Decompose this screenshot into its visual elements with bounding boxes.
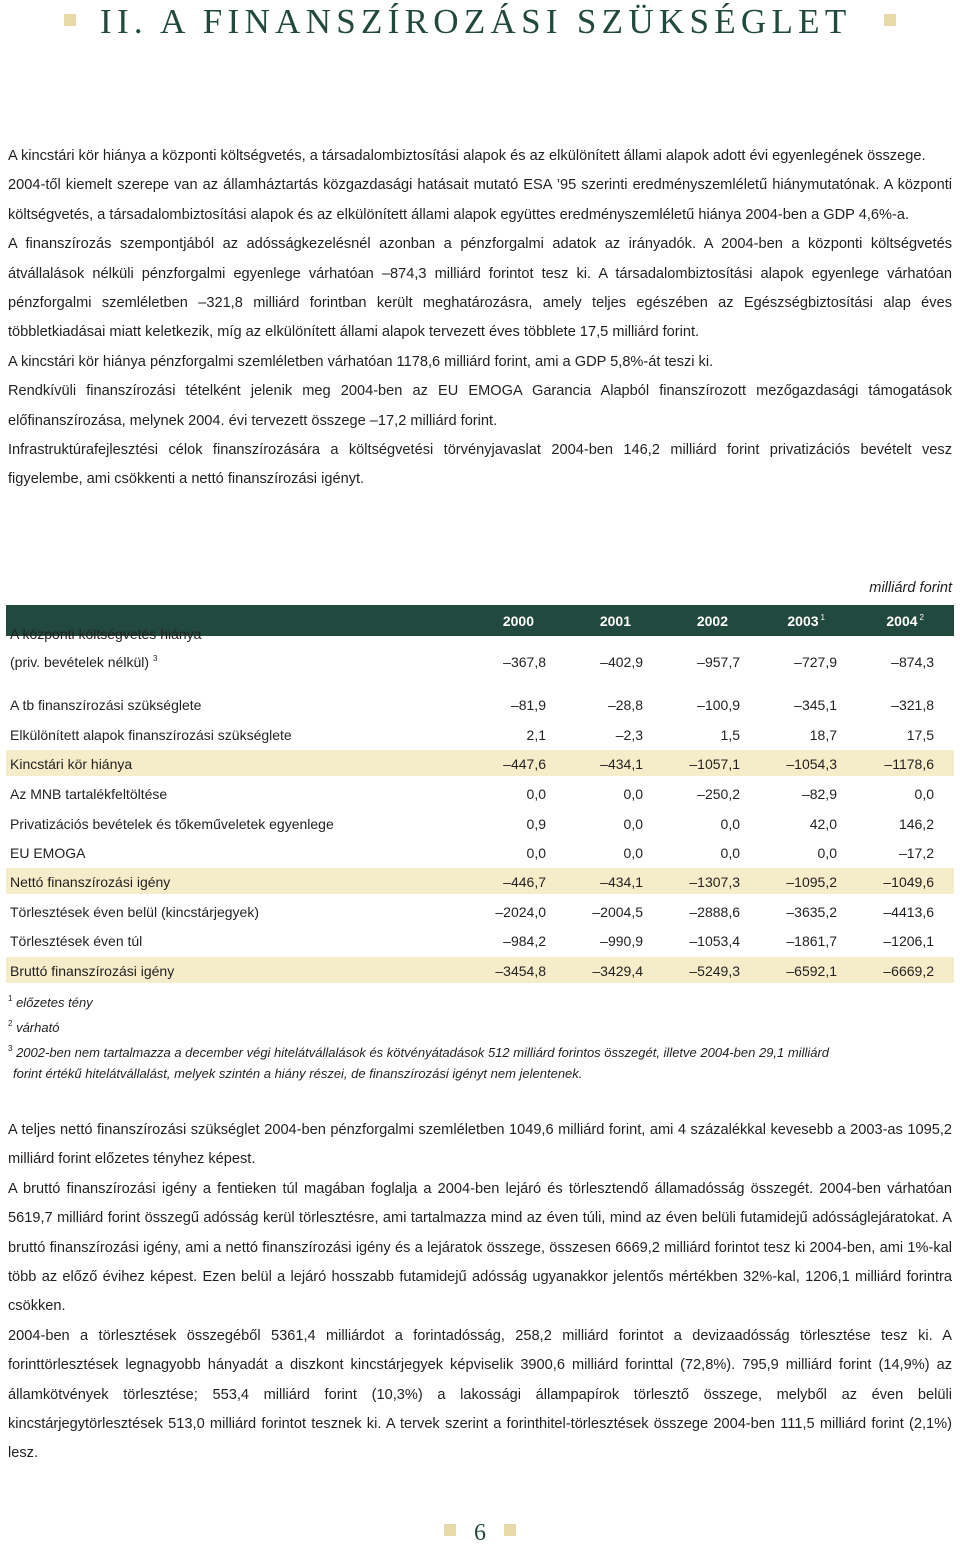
row-label: Az MNB tartalékfeltöltése xyxy=(10,786,168,802)
table-cell: –28,8 xyxy=(607,697,643,713)
table-cell: –345,1 xyxy=(794,697,837,713)
table-cell: –3429,4 xyxy=(592,963,643,979)
row-label: Kincstári kör hiánya xyxy=(10,756,133,772)
footnote: $^3$ 2002-ben nem tartalmazza a december végi hitelátvállalások és kötvényátadások 512 milliárd forintos összegét, illetve 2004-ben 29,1 milliárd forint értékű hitelátvállalást, melyek szintén a hiány részei, de finanszírozási igényt nem jelentenek. xyxy=(8,1044,830,1081)
table-cell: –446,7 xyxy=(503,874,546,890)
table-row xyxy=(6,721,954,747)
table-cell: –1095,2 xyxy=(786,874,837,890)
year-header: 2001 xyxy=(599,613,631,629)
table-row xyxy=(6,691,954,717)
table-row xyxy=(6,839,954,865)
table-cell: 0,0 xyxy=(623,816,643,832)
table-row xyxy=(6,750,954,776)
table-cell: –2,3 xyxy=(615,727,643,743)
table-cell: –990,9 xyxy=(600,933,643,949)
table-cell: –17,2 xyxy=(898,845,934,861)
table-cell: –727,9 xyxy=(794,654,837,670)
table-cell: –6669,2 xyxy=(883,963,934,979)
page-footer xyxy=(0,1520,960,1547)
row-label: EU EMOGA xyxy=(10,845,86,861)
year-header: 2003 $^1$ xyxy=(787,613,825,629)
finance-table xyxy=(6,605,954,979)
page-number: 6 xyxy=(474,1520,486,1546)
page-title: II. A FINANSZÍROZÁSI SZÜKSÉGLET xyxy=(100,2,852,41)
row-label: (priv. bevételek nélkül) $^3$ xyxy=(10,654,158,670)
table-cell: –3635,2 xyxy=(786,904,837,920)
row-label: Bruttó finanszírozási igény xyxy=(10,963,175,979)
paragraph: A kincstári kör hiánya a központi költségvetés, a társadalombiztosítási alapok és az elkülönített állami alapok adott évi egyenlegének összege. xyxy=(8,148,926,164)
paragraph: Rendkívüli finanszírozási tételként jelenik meg 2004-ben az EU EMOGA Garancia Alapból finanszírozott mezőgazdasági támogatások előfinanszírozása, melynek 2004. évi tervezett összege –17,2 milliárd forint. xyxy=(8,383,952,429)
table-cell: 17,5 xyxy=(906,727,934,743)
table-cell: –1049,6 xyxy=(883,874,934,890)
table-cell: 1,5 xyxy=(720,727,740,743)
table-cell: –447,6 xyxy=(503,756,546,772)
footnote: $^1$ előzetes tény xyxy=(8,994,93,1010)
row-label: Törlesztések éven túl xyxy=(10,933,143,949)
table-cell: 0,0 xyxy=(526,845,546,861)
table-cell: –82,9 xyxy=(801,786,837,802)
table-row xyxy=(6,868,954,894)
table-cell: –5249,3 xyxy=(689,963,740,979)
row-label: Nettó finanszírozási igény xyxy=(10,874,171,890)
table-cell: –434,1 xyxy=(600,874,643,890)
square-bullet-icon xyxy=(444,1524,456,1536)
table-row xyxy=(6,780,954,806)
table-cell: –1053,4 xyxy=(689,933,740,949)
table-cell: –1307,3 xyxy=(689,874,740,890)
table-cell: –957,7 xyxy=(697,654,740,670)
square-bullet-icon xyxy=(504,1524,516,1536)
table-row xyxy=(6,927,954,953)
table-cell: –100,9 xyxy=(697,697,740,713)
intro-text xyxy=(8,142,952,495)
paragraph: A finanszírozás szempontjából az adósságkezelésnél azonban a pénzforgalmi adatok az irányadók. A 2004-ben a központi költségvetés átvállalások nélküli pénzforgalmi egyenlege várhatóan –874,3 milliárd forintot tesz ki. A társadalombiztosítási alapok egyenlege várhatóan pénzforgalmi szemléletben –321,8 milliárd forintban került meghatározásra, amely teljes egészében az Egészségbiztosítási alap éves többletkiadásai miatt keletkezik, míg az elkülönített állami alapok tervezett éves többlete 17,5 milliárd forint. xyxy=(8,236,952,341)
page-header xyxy=(0,0,960,44)
table-units: milliárd forint xyxy=(869,580,952,596)
table-row xyxy=(6,898,954,924)
table-cell: –1861,7 xyxy=(786,933,837,949)
table-cell: 0,0 xyxy=(623,786,643,802)
year-header: 2000 xyxy=(502,613,534,629)
table-cell: –984,2 xyxy=(503,933,546,949)
table-cell: –4413,6 xyxy=(883,904,934,920)
row-label: A központi költségvetés hiánya xyxy=(10,626,202,642)
row-label: A tb finanszírozási szükséglete xyxy=(10,697,202,713)
table-cell: 0,0 xyxy=(720,845,740,861)
table-cell: –3454,8 xyxy=(495,963,546,979)
table-cell: –1206,1 xyxy=(883,933,934,949)
table-cell: 0,0 xyxy=(720,816,740,832)
row-label: Privatizációs bevételek és tőkeműveletek egyenlege xyxy=(10,816,334,832)
paragraph: A kincstári kör hiánya pénzforgalmi szemléletben várhatóan 1178,6 milliárd forint, ami a GDP 5,8%-át teszi ki. xyxy=(8,353,714,370)
table-cell: 0,0 xyxy=(914,786,934,802)
paragraph: A bruttó finanszírozási igény a fentieken túl magában foglalja a 2004-ben lejáró és törlesztendő államadósság összegét. 2004-ben várhatóan 5619,7 milliárd forint összegű adósság kerül törlesztésre, ami tartalmazza mind az éven túli, mind az éven belüli futamidejű adósságlejáratokat. A bruttó finanszírozási igény, ami a nettó finanszírozási igény és a lejáratok összege, összesen 6669,2 milliárd forintot tesz ki 2004-ben, ami 1%-kal több az előző évihez képest. Ezen belül a lejáró hosszabb futamidejű adósság ugyanakkor jelentős mértékben 32%-kal, 1206,1 milliárd forintra csökken. xyxy=(8,1180,952,1315)
table-cell: –1054,3 xyxy=(786,756,837,772)
table-cell: –2004,5 xyxy=(592,904,643,920)
outro-text xyxy=(8,1116,952,1469)
table-row xyxy=(6,810,954,836)
table-cell: –321,8 xyxy=(891,697,934,713)
table-cell: 0,0 xyxy=(817,845,837,861)
table-cell: –1178,6 xyxy=(884,756,934,772)
table-cell: –2888,6 xyxy=(689,904,740,920)
row-label: Elkülönített alapok finanszírozási szükséglete xyxy=(10,727,292,743)
table-cell: 0,0 xyxy=(526,786,546,802)
square-bullet-icon xyxy=(64,14,76,26)
table-cell: –6592,1 xyxy=(786,963,837,979)
square-bullet-icon xyxy=(884,14,896,26)
table-cell: 18,7 xyxy=(809,727,837,743)
table-cell: –402,9 xyxy=(600,654,643,670)
table-cell: 2,1 xyxy=(526,727,546,743)
year-header: 2004 $^2$ xyxy=(886,613,924,629)
table-cell: –1057,1 xyxy=(689,756,740,772)
table-cell: 0,9 xyxy=(526,816,546,832)
row-label: Törlesztések éven belül (kincstárjegyek) xyxy=(10,904,259,920)
table-cell: 42,0 xyxy=(809,816,837,832)
footnotes xyxy=(8,988,829,1084)
table-cell: –81,9 xyxy=(510,697,546,713)
footnote: $^2$ várható xyxy=(8,1019,60,1035)
paragraph: 2004-ben a törlesztések összegéből 5361,4 milliárdot a forintadósság, 258,2 milliárd forintot a devizaadósság törlesztése tesz ki. A forinttörlesztések legnagyobb hányadát a diszkont kincstárjegyek képviselik 3900,6 milliárd forinttal (72,8%). 795,9 milliárd forint (14,9%) az államkötvények törlesztése; 553,4 milliárd forint (10,3%) a lakossági állampapírok törlesztő összege, melyből az éven belüli kincstárjegytörlesztések 513,0 milliárd forintot tesznek ki. A tervek szerint a forinthitel-törlesztések összege 2004-ben 111,5 milliárd forint (2,1%) lesz. xyxy=(8,1327,952,1462)
paragraph: A teljes nettó finanszírozási szükséglet 2004-ben pénzforgalmi szemléletben 1049,6 milliárd forint, ami 4 százalékkal kevesebb a 2003-as 1095,2 milliárd forint előzetes tényhez képest. xyxy=(8,1122,952,1168)
table-row xyxy=(6,957,954,983)
paragraph: 2004-től kiemelt szerepe van az államháztartás közgazdasági hatásait mutató ESA ’95 szerinti eredményszemléletű hiánymutatónak. A központi költségvetés, a társadalombiztosítási alapok és az elkülönített állami alapok együttes eredményszemléletű hiánya 2004-ben a GDP 4,6%-a. xyxy=(8,177,952,223)
table-cell: –250,2 xyxy=(697,786,740,802)
table-cell: 0,0 xyxy=(623,845,643,861)
table-cell: 146,2 xyxy=(898,816,934,832)
table-cell: –434,1 xyxy=(600,756,643,772)
table-cell: –874,3 xyxy=(891,654,934,670)
year-header: 2002 xyxy=(696,613,728,629)
table-cell: –367,8 xyxy=(503,654,546,670)
paragraph: Infrastruktúrafejlesztési célok finanszírozására a költségvetési törvényjavaslat 2004-ben 146,2 milliárd forint privatizációs bevételt vesz figyelembe, ami csökkenti a nettó finanszírozási igényt. xyxy=(8,442,952,488)
table-row xyxy=(6,626,954,674)
table-cell: –2024,0 xyxy=(495,904,546,920)
